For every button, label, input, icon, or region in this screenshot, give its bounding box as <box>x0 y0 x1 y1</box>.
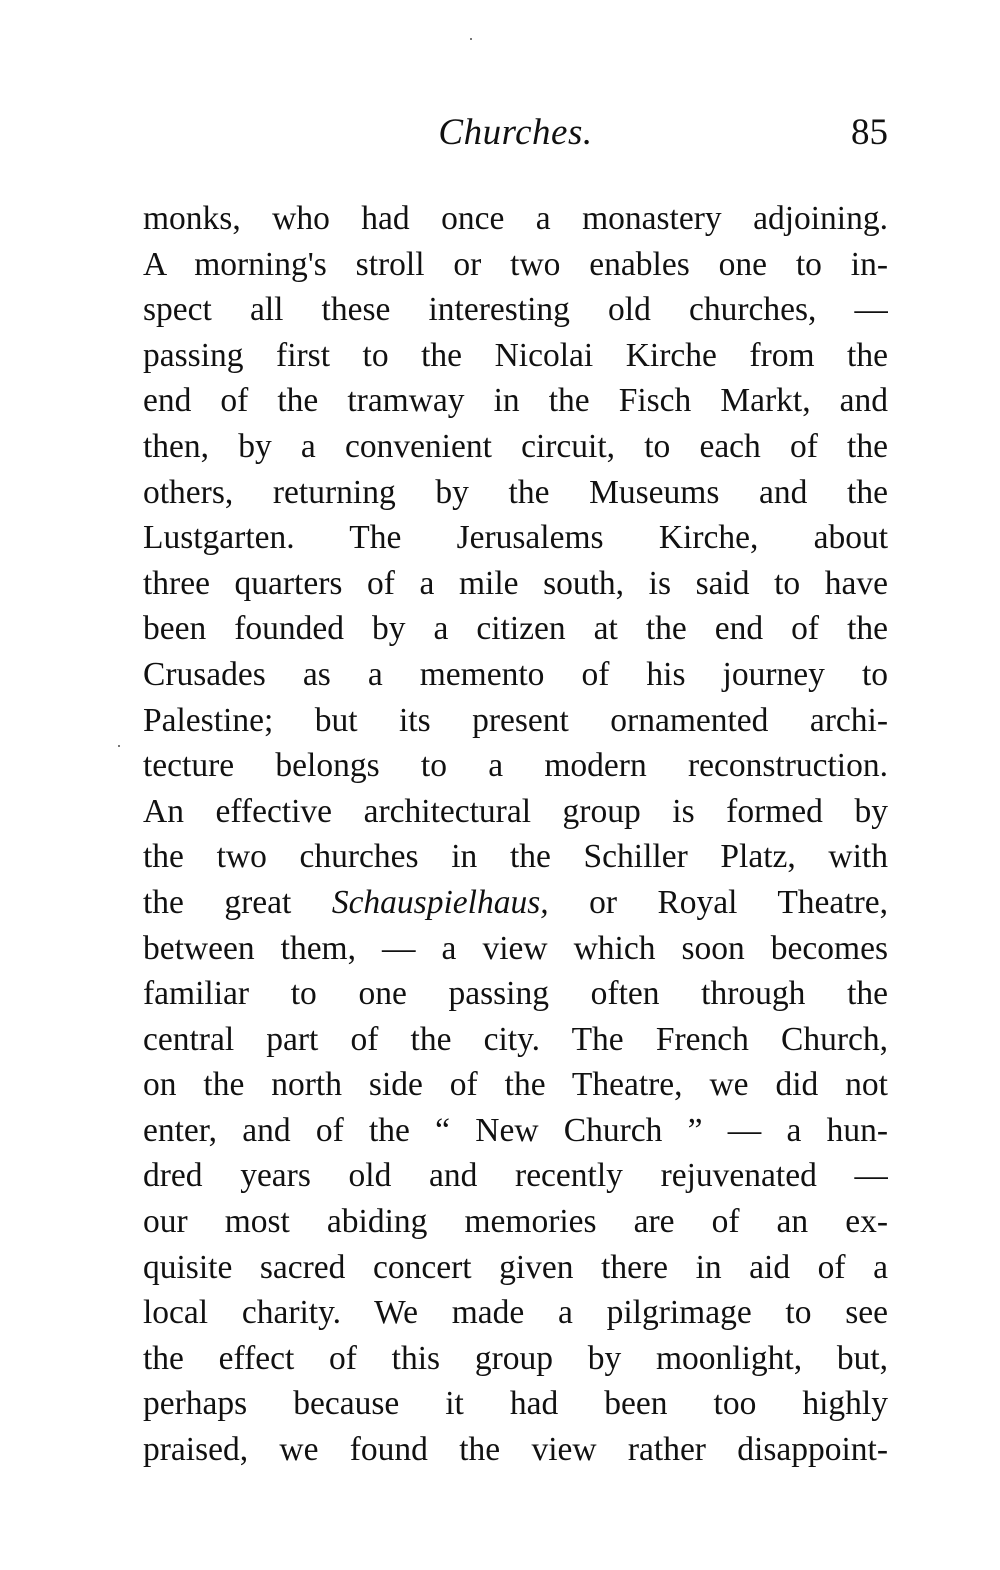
text-line: then, by a convenient circuit, to each of the <box>143 427 888 465</box>
body-text <box>143 196 888 1473</box>
text-line: An effective architectural group is formed by <box>143 792 888 830</box>
text-line: the effect of this group by moonlight, but, <box>143 1339 888 1377</box>
text-line: familiar to one passing often through the <box>143 975 888 1013</box>
text-line: monks, who had once a monastery adjoining. <box>143 200 888 237</box>
text-line: central part of the city. The French Church, <box>143 1020 888 1058</box>
text-line: spect all these interesting old churches, — <box>143 291 888 329</box>
text-line: praised, we found the view rather disappoint- <box>143 1431 888 1469</box>
text-line: others, returning by the Museums and the <box>143 473 888 511</box>
text-line: perhaps because it had been too highly <box>143 1385 888 1423</box>
text-line: on the north side of the Theatre, we did not <box>143 1066 888 1104</box>
text-segment: the great <box>143 883 332 921</box>
italic-term: Schauspielhaus, <box>331 883 549 921</box>
text-segment: or Royal Theatre, <box>548 883 888 921</box>
text-line: dred years old and recently rejuvenated — <box>143 1157 888 1195</box>
page-number: 85 <box>851 112 888 153</box>
text-line: tecture belongs to a modern reconstruction. <box>143 747 888 785</box>
text-line: passing first to the Nicolai Kirche from the <box>143 336 888 374</box>
text-line: Lustgarten. The Jerusalems Kirche, about <box>143 519 888 557</box>
text-line: Crusades as a memento of his journey to <box>143 655 888 693</box>
text-line: local charity. We made a pilgrimage to see <box>143 1294 888 1332</box>
text-line-with-italic <box>143 880 888 926</box>
running-head <box>143 108 888 158</box>
text-line: three quarters of a mile south, is said to have <box>143 564 888 602</box>
text-line: been founded by a citizen at the end of the <box>143 610 888 648</box>
text-line: enter, and of the “ New Church ” — a hun- <box>143 1111 888 1149</box>
text-line: Palestine; but its present ornamented archi- <box>143 701 888 739</box>
scan-speck <box>118 745 120 747</box>
text-line: our most abiding memories are of an ex- <box>143 1203 888 1241</box>
text-line: quisite sacred concert given there in aid of a <box>143 1248 888 1286</box>
scan-speck <box>470 38 472 40</box>
text-line: A morning's stroll or two enables one to in- <box>143 245 888 283</box>
running-title: Churches. <box>438 112 593 153</box>
text-line: the two churches in the Schiller Platz, with <box>143 838 888 876</box>
text-line: end of the tramway in the Fisch Markt, and <box>143 382 888 420</box>
text-line: between them, — a view which soon becomes <box>143 929 888 967</box>
